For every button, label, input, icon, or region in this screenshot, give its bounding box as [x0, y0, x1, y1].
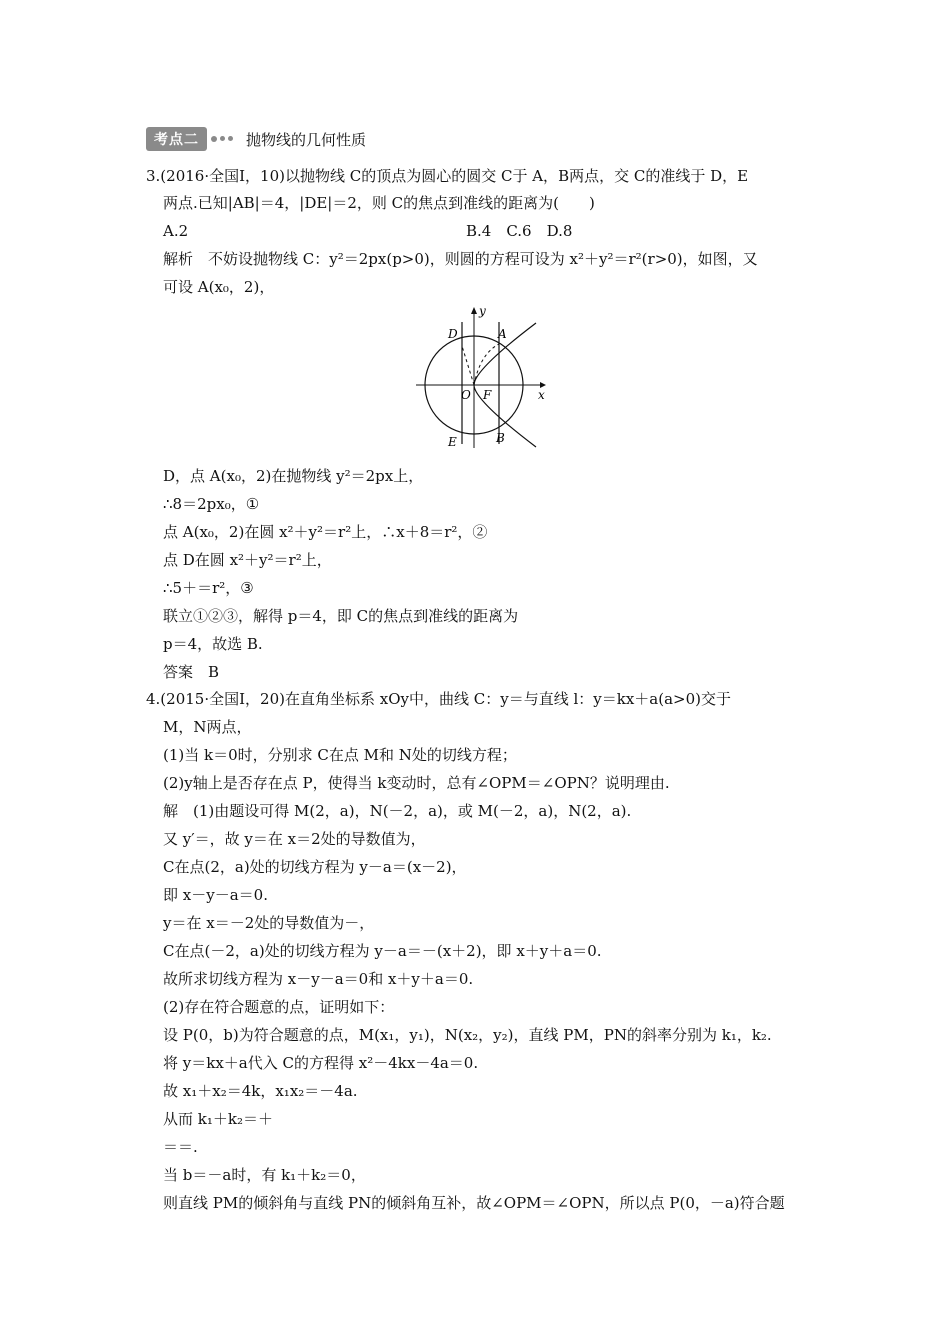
q3-after-line-1: D，点 A(x₀，2)在抛物线 y²＝2px上， — [163, 467, 424, 485]
q4-solution-line-10: 将 y＝kx＋a代入 C的方程得 x²－4kx－4a＝0. — [163, 1054, 479, 1072]
figure-svg — [412, 302, 552, 452]
label-y: y — [479, 304, 486, 318]
q4-solution-line-14: 当 b＝－a时，有 k₁＋k₂＝0， — [163, 1166, 366, 1184]
q3-stem-line-1: 3.(2016·全国Ⅰ，10)以抛物线 C的顶点为圆心的圆交 C于 A，B两点，交 C的准线于 D，E — [146, 167, 749, 185]
q3-solution-line-2: 可设 A(x₀，2)， — [163, 278, 275, 296]
badge-label: 考点二 — [146, 127, 207, 151]
label-d: D — [448, 327, 458, 341]
q4-solution-line-11: 故 x₁＋x₂＝4k，x₁x₂＝－4a. — [163, 1082, 358, 1100]
q3-after-line-6: 联立①②③，解得 p＝4，即 C的焦点到准线的距离为 — [163, 607, 519, 625]
q3-after-line-2: ∴8＝2px₀，① — [163, 495, 260, 513]
label-b: B — [496, 431, 505, 445]
q4-solution-line-15: 则直线 PM的倾斜角与直线 PN的倾斜角互补，故∠OPM＝∠OPN，所以点 P(0，－a)符合题 — [163, 1194, 785, 1212]
q4-solution-line-9: 设 P(0，b)为符合题意的点，M(x₁，y₁)，N(x₂，y₂)，直线 PM，PN的斜率分别为 k₁，k₂. — [163, 1026, 772, 1044]
q4-solution-line-7: 故所求切线方程为 x－y－a＝0和 x＋y＋a＝0. — [163, 970, 474, 988]
q4-solution-line-8: (2)存在符合题意的点，证明如下： — [163, 998, 395, 1016]
label-e: E — [448, 435, 457, 449]
q3-after-line-7: p＝4，故选 B. — [163, 635, 263, 653]
label-a: A — [498, 327, 507, 341]
q4-stem-line-2: M，N两点， — [163, 718, 252, 736]
q4-solution-line-6: C在点(－2，a)处的切线方程为 y－a＝－(x＋2)，即 x＋y＋a＝0. — [163, 942, 602, 960]
q4-solution-line-3: C在点(2，a)处的切线方程为 y－a＝(x－2)， — [163, 858, 467, 876]
badge-dots-icon — [211, 136, 233, 142]
q3-after-line-3: 点 A(x₀，2)在圆 x²＋y²＝r²上，∴x＋8＝r²，② — [163, 523, 488, 541]
q4-solution-line-12: 从而 k₁＋k₂＝＋ — [163, 1110, 273, 1128]
q4-part-1: (1)当 k＝0时，分别求 C在点 M和 N处的切线方程； — [163, 746, 517, 764]
label-o: O — [461, 388, 471, 402]
q3-after-line-5: ∴5＋＝r²，③ — [163, 579, 254, 597]
q3-solution-line-1: 解析 不妨设抛物线 C：y²＝2px(p>0)，则圆的方程可设为 x²＋y²＝r²(r>0)，如图，又 — [163, 250, 758, 268]
section-badge — [146, 126, 233, 152]
section-title: 抛物线的几何性质 — [246, 131, 367, 149]
q3-after-line-4: 点 D在圆 x²＋y²＝r²上， — [163, 551, 332, 569]
q3-option-a: A.2 — [163, 222, 189, 240]
parabola-circle-figure — [412, 302, 552, 456]
q3-options-bcd: B.4 C.6 D.8 — [466, 222, 573, 240]
q4-solution-line-2: 又 y′＝，故 y＝在 x＝2处的导数值为， — [163, 830, 426, 848]
q4-stem-line-1: 4.(2015·全国Ⅰ，20)在直角坐标系 xOy中，曲线 C：y＝与直线 l：y＝kx＋a(a>0)交于 — [146, 690, 731, 708]
q3-answer: 答案 B — [163, 663, 220, 681]
q4-solution-line-5: y＝在 x＝－2处的导数值为－， — [163, 914, 375, 932]
q3-stem-line-2: 两点.已知|AB|＝4，|DE|＝2，则 C的焦点到准线的距离为( ) — [163, 194, 595, 212]
label-x: x — [538, 388, 545, 402]
radius-od-dashed — [462, 346, 474, 385]
label-f: F — [483, 388, 492, 402]
y-axis-arrow-icon — [471, 307, 477, 314]
q4-solution-line-1: 解 (1)由题设可得 M(2，a)，N(－2，a)，或 M(－2，a)，N(2，a). — [163, 802, 632, 820]
q4-solution-line-13: ＝＝. — [163, 1138, 198, 1156]
q4-part-2: (2)y轴上是否存在点 P，使得当 k变动时，总有∠OPM＝∠OPN？说明理由. — [163, 774, 670, 792]
q4-solution-line-4: 即 x－y－a＝0. — [163, 886, 268, 904]
